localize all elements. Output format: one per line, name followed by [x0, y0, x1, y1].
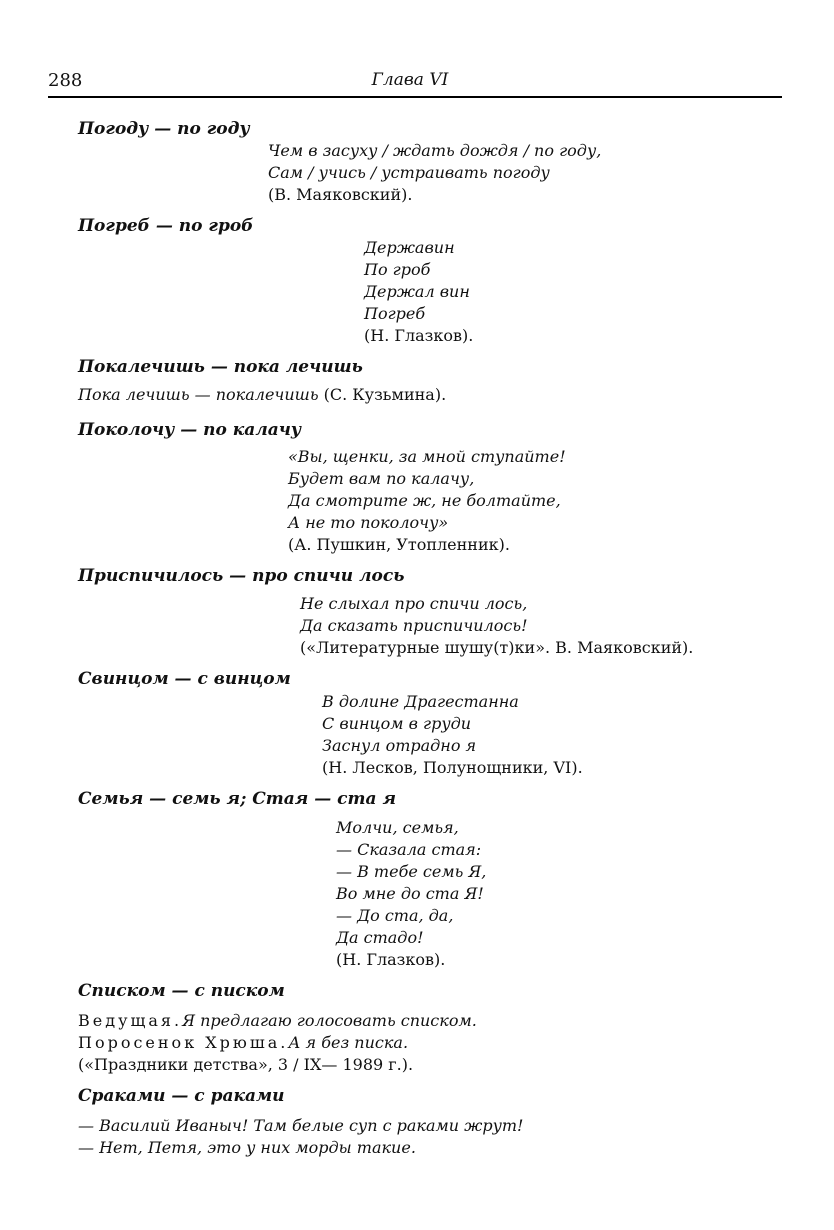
- verse-line: — В тебе семь Я,: [336, 862, 487, 881]
- entry-heading: Сраками — с раками: [78, 1086, 285, 1106]
- verse-line: Чем в засуху / ждать дождя / по году,: [268, 141, 602, 160]
- quote-text: Пока лечишь — покалечишь: [78, 385, 319, 404]
- chapter-title: Глава VI: [371, 70, 449, 90]
- verse-line: Будет вам по калачу,: [288, 469, 475, 488]
- source-citation: («Литературные шушу(т)ки». В. Маяковский).: [300, 638, 694, 657]
- speaker-name: Ведущая.: [78, 1011, 183, 1030]
- verse-line: В долине Драгестанна: [322, 692, 519, 711]
- verse-line: Погреб: [364, 304, 426, 323]
- dialogue-line: — Василий Иваныч! Там белые суп с раками жрут!: [78, 1116, 524, 1135]
- verse-line: «Вы, щенки, за мной ступайте!: [288, 447, 566, 466]
- verse-line: Державин: [364, 238, 455, 257]
- entry-heading: Приспичилось — про спичи лось: [78, 566, 405, 586]
- source-citation: (Н. Глазков).: [336, 950, 446, 969]
- verse-line: Да сказать приспичилось!: [300, 616, 528, 635]
- source-citation: (С. Кузьмина).: [323, 385, 447, 404]
- entry-heading: Покалечишь — пока лечишь: [78, 357, 363, 377]
- entry-heading: Погреб — по гроб: [78, 216, 254, 236]
- dialogue-line: — Нет, Петя, это у них морды такие.: [78, 1138, 416, 1157]
- page-number: 288: [48, 70, 83, 91]
- verse-line: — До ста, да,: [336, 906, 454, 925]
- verse-line: С винцом в груди: [322, 714, 472, 733]
- verse-line: Сам / учись / устраивать погоду: [268, 163, 550, 182]
- dialogue-line: [78, 1011, 477, 1031]
- source-citation: (Н. Глазков).: [364, 326, 474, 345]
- verse-line: Да смотрите ж, не болтайте,: [288, 491, 561, 510]
- verse-line: — Сказала стая:: [336, 840, 482, 859]
- speaker-name: Поросенок Хрюша.: [78, 1033, 289, 1052]
- speech-text: А я без писка.: [288, 1033, 409, 1052]
- verse-line: По гроб: [364, 260, 431, 279]
- verse-line: Заснул отрадно я: [322, 736, 477, 755]
- source-citation: («Праздники детства», 3 / IX— 1989 г.).: [78, 1055, 414, 1074]
- header-rule: [48, 96, 782, 98]
- dialogue-line: [78, 1033, 408, 1053]
- entry-heading: Семья — семь я; Стая — ста я: [78, 789, 396, 809]
- verse-line: [78, 385, 446, 405]
- entry-heading: Списком — с писком: [78, 981, 285, 1001]
- verse-line: Не слыхал про спичи лось,: [300, 594, 528, 613]
- verse-line: Во мне до ста Я!: [336, 884, 484, 903]
- source-citation: (А. Пушкин, Утопленник).: [288, 535, 510, 554]
- verse-line: Да стадо!: [336, 928, 424, 947]
- verse-line: А не то поколочу»: [288, 513, 449, 532]
- entry-heading: Погоду — по году: [78, 119, 250, 139]
- entry-heading: Поколочу — по калачу: [78, 420, 302, 440]
- source-citation: (В. Маяковский).: [268, 185, 413, 204]
- verse-line: Молчи, семья,: [336, 818, 459, 837]
- verse-line: Держал вин: [364, 282, 470, 301]
- speech-text: Я предлагаю голосовать списком.: [182, 1011, 477, 1030]
- source-citation: (Н. Лесков, Полунощники, VI).: [322, 758, 583, 777]
- entry-heading: Свинцом — с винцом: [78, 669, 291, 689]
